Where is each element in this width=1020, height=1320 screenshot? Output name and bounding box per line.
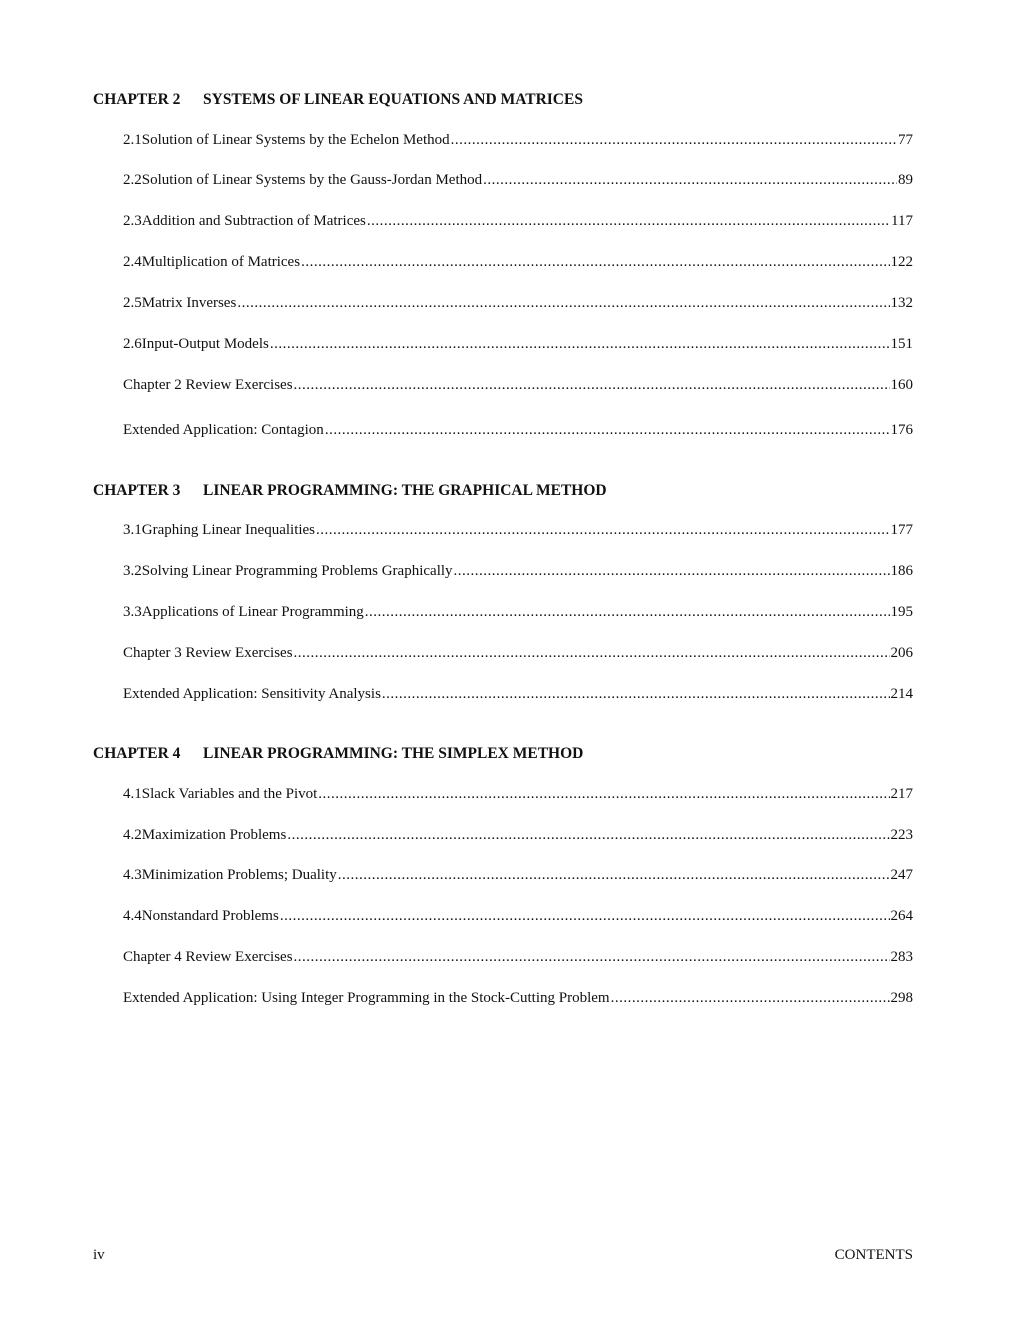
dot-leader: [365, 604, 890, 621]
section-number: 4.1: [123, 786, 142, 802]
section-title: Multiplication of Matrices: [141, 254, 301, 270]
dot-leader: [294, 377, 890, 394]
dot-leader: [318, 786, 889, 803]
section-number: 2.6: [123, 336, 142, 352]
section-title: Slack Variables and the Pivot: [141, 786, 318, 802]
page-number: 132: [890, 295, 913, 311]
dot-leader: [338, 867, 890, 884]
page-number: 186: [890, 563, 913, 579]
dot-leader: [483, 172, 897, 189]
section-title: Maximization Problems: [141, 827, 287, 843]
dot-leader: [451, 132, 897, 149]
dot-leader: [382, 686, 890, 703]
dot-leader: [325, 422, 890, 439]
page-number: 160: [890, 377, 913, 393]
page-number: 298: [890, 990, 913, 1006]
toc-entry[interactable]: [123, 213, 913, 230]
dot-leader: [301, 254, 889, 271]
section-number: 2.3: [123, 213, 142, 229]
section-title: Solution of Linear Systems by the Echelon Method: [141, 132, 450, 148]
page-number: 195: [890, 604, 913, 620]
footer-page-number: iv: [93, 1247, 105, 1263]
section-title: Extended Application: Contagion: [123, 422, 324, 438]
toc-entry[interactable]: [123, 522, 913, 539]
chapter-heading: [93, 745, 583, 763]
section-title: Extended Application: Using Integer Programming in the Stock-Cutting Problem: [123, 990, 610, 1006]
page-number: 247: [890, 867, 913, 883]
toc-entry[interactable]: [123, 295, 913, 312]
toc-entry[interactable]: [123, 908, 913, 925]
toc-entry[interactable]: [123, 132, 913, 149]
section-title: Chapter 4 Review Exercises: [123, 949, 293, 965]
section-title: Applications of Linear Programming: [141, 604, 364, 620]
toc-entry[interactable]: [123, 867, 913, 884]
section-number: 4.4: [123, 908, 142, 924]
dot-leader: [367, 213, 890, 230]
section-title: Input-Output Models: [141, 336, 269, 352]
section-title: Solving Linear Programming Problems Graphically: [141, 563, 453, 579]
page-number: 264: [890, 908, 913, 924]
page-number: 214: [890, 686, 913, 702]
section-title: Chapter 2 Review Exercises: [123, 377, 293, 393]
chapter-number: CHAPTER 2: [93, 91, 181, 108]
toc-entry[interactable]: [123, 990, 913, 1007]
section-number: 3.3: [123, 604, 142, 620]
page-number: 177: [890, 522, 913, 538]
page-number: 223: [890, 827, 913, 843]
chapter-title: SYSTEMS OF LINEAR EQUATIONS AND MATRICES: [203, 91, 583, 108]
chapter-number: CHAPTER 3: [93, 482, 181, 499]
chapter-heading: [93, 482, 607, 500]
page-number: 122: [890, 254, 913, 270]
toc-entry[interactable]: [123, 377, 913, 394]
dot-leader: [270, 336, 890, 353]
dot-leader: [611, 990, 890, 1007]
section-number: 4.2: [123, 827, 142, 843]
page-number: 151: [890, 336, 913, 352]
section-title: Solution of Linear Systems by the Gauss-Jordan Method: [141, 172, 483, 188]
toc-entry[interactable]: [123, 827, 913, 844]
dot-leader: [316, 522, 889, 539]
toc-entry[interactable]: [123, 254, 913, 271]
dot-leader: [454, 563, 890, 580]
section-title: Graphing Linear Inequalities: [141, 522, 316, 538]
chapter-heading: [93, 91, 583, 109]
section-title: Nonstandard Problems: [141, 908, 279, 924]
dot-leader: [294, 645, 890, 662]
footer-section-label: CONTENTS: [834, 1247, 913, 1263]
dot-leader: [287, 827, 889, 844]
toc-entry[interactable]: [123, 686, 913, 703]
page-number: 283: [890, 949, 913, 965]
chapter-title: LINEAR PROGRAMMING: THE GRAPHICAL METHOD: [203, 482, 607, 499]
section-title: Chapter 3 Review Exercises: [123, 645, 293, 661]
section-title: Addition and Subtraction of Matrices: [141, 213, 366, 229]
toc-entry[interactable]: [123, 645, 913, 662]
toc-entry[interactable]: [123, 786, 913, 803]
page-number: 176: [890, 422, 913, 438]
section-number: 2.4: [123, 254, 142, 270]
page-number: 217: [890, 786, 913, 802]
toc-entry[interactable]: [123, 949, 913, 966]
section-number: 2.5: [123, 295, 142, 311]
section-number: 2.1: [123, 132, 142, 148]
page-number: 89: [898, 172, 913, 188]
dot-leader: [280, 908, 890, 925]
toc-entry[interactable]: [123, 172, 913, 189]
section-title: Matrix Inverses: [141, 295, 237, 311]
section-number: 4.3: [123, 867, 142, 883]
toc-entry[interactable]: [123, 336, 913, 353]
section-number: 2.2: [123, 172, 142, 188]
chapter-title: LINEAR PROGRAMMING: THE SIMPLEX METHOD: [203, 745, 584, 762]
toc-entry[interactable]: [123, 563, 913, 580]
page-number: 117: [891, 213, 913, 229]
section-number: 3.1: [123, 522, 142, 538]
dot-leader: [237, 295, 889, 312]
dot-leader: [294, 949, 890, 966]
section-title: Minimization Problems; Duality: [141, 867, 337, 883]
page-number: 77: [898, 132, 913, 148]
toc-entry[interactable]: [123, 604, 913, 621]
section-number: 3.2: [123, 563, 142, 579]
chapter-number: CHAPTER 4: [93, 745, 181, 762]
page-number: 206: [890, 645, 913, 661]
toc-entry[interactable]: [123, 422, 913, 439]
section-title: Extended Application: Sensitivity Analysis: [123, 686, 381, 702]
